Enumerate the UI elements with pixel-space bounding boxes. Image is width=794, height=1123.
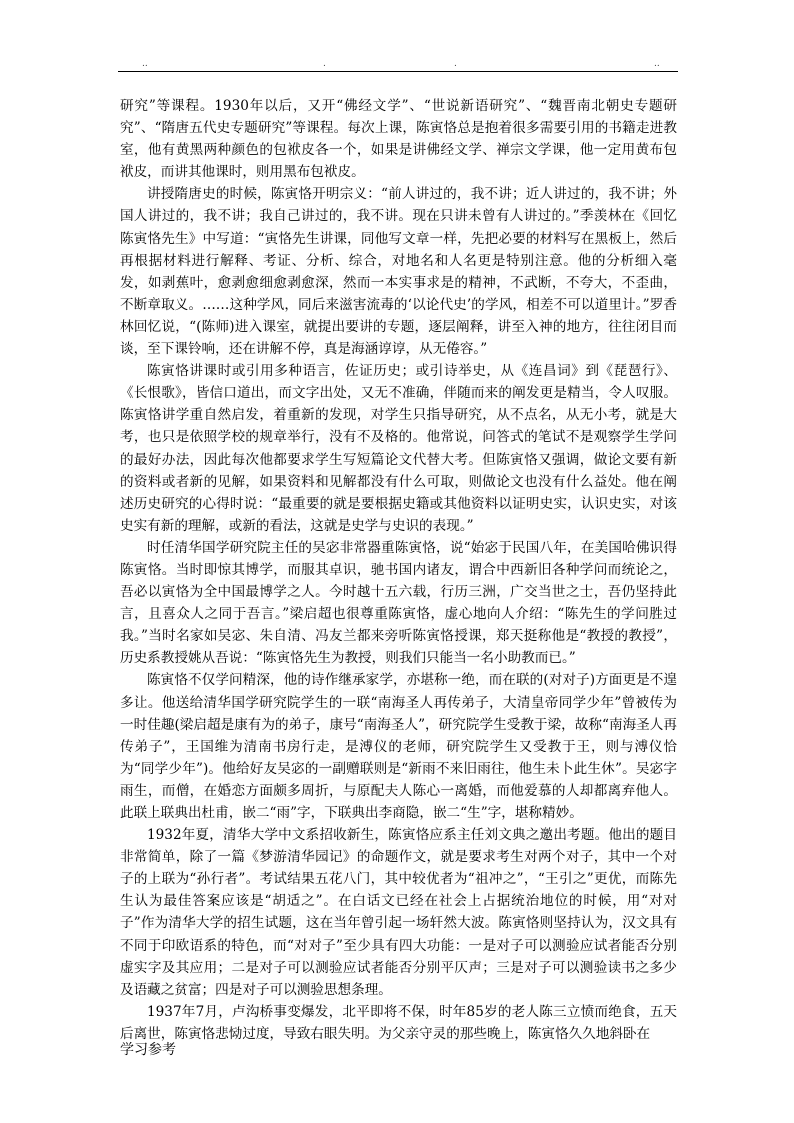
header-mark: .	[323, 59, 326, 69]
header-mark: ..	[654, 59, 660, 69]
footer-label: 学习参考	[120, 1042, 176, 1058]
paragraph: 研究”等课程。1930年以后，又开“佛经文学”、“世说新语研究”、“魏晋南北朝史专题研究”、“隋唐五代史专题研究”等课程。每次上课，陈寅恪总是抱着很多需要引用的书籍走进教室，他有黄黑两种颜色的包袱皮各一个，如果是讲佛经文学、禅宗文学课，他一定用黄布包袱皮，而讲其他课时，则用黑布包袱皮。	[120, 98, 677, 181]
header-rule	[118, 71, 678, 72]
header-mark: .	[454, 59, 457, 69]
paragraph: 讲授隋唐史的时候，陈寅恪开明宗义：“前人讲过的，我不讲；近人讲过的，我不讲；外国人讲过的，我不讲；我自己讲过的，我不讲。现在只讲未曾有人讲过的。”季羡林在《回忆陈寅恪先生》中写道：“寅恪先生讲课，同他写文章一样，先把必要的材料写在黑板上，然后再根据材料进行解释、考证、分析、综合，对地名和人名更是特别注意。他的分析细入毫发，如剥蕉叶，愈剥愈细愈剥愈深，然而一本实事求是的精神，不武断，不夸大，不歪曲，不断章取义。……这种学风，同后来滋害流毒的‘以论代史’的学风，相差不可以道里计。”罗香林回忆说，“(陈师)进入课室，就提出要讲的专题，逐层阐释，讲至入神的地方，往往闭目而谈，至下课铃响，还在讲解不停，真是海涵谆谆，从无倦容。”	[120, 186, 677, 358]
paragraph: 陈寅恪讲课时或引用多种语言，佐证历史；或引诗举史，从《连昌词》到《琵琶行》、《长恨歌》，皆信口道出，而文字出处，又无不准确，伴随而来的阐发更是精当，令人叹服。陈寅恪讲学重自然启发，着重新的发现，对学生只指导研究，从不点名，从无小考，就是大考，也只是依照学校的规章举行，没有不及格的。他常说，问答式的笔试不是观察学生学问的最好办法，因此每次他都要求学生写短篇论文代替大考。但陈寅恪又强调，做论文要有新的资料或者新的见解，如果资料和见解都没有什么可取，则做论文也没有什么益处。他在阐述历史研究的心得时说：“最重要的就是要根据史籍或其他资料以证明史实，认识史实，对该史实有新的理解，或新的看法，这就是史学与史识的表现。”	[120, 363, 677, 534]
document-body	[120, 95, 677, 1045]
paragraph: 1932年夏，清华大学中文系招收新生，陈寅恪应系主任刘文典之邀出考题。他出的题目非常简单，除了一篇《梦游清华园记》的命题作文，就是要求考生对两个对子，其中一个对子的上联为“孙行者”。考试结果五花八门，其中较优者为“祖冲之”，“王引之”更优，而陈先生认为最佳答案应该是“胡适之”。在白话文已经在社会上占据统治地位的时候，用“对对子”作为清华大学的招生试题，这在当年曾引起一场轩然大波。陈寅恪则坚持认为，汉文具有不同于印欧语系的特色，而“对对子”至少具有四大功能：一是对子可以测验应试者能否分别虚实字及其应用；二是对子可以测验应试者能否分别平仄声；三是对子可以测验读书之多少及语藏之贫富；四是对子可以测验思想条理。	[120, 827, 677, 998]
paragraph: 时任清华国学研究院主任的吴宓非常器重陈寅恪，说“始宓于民国八年，在美国哈佛识得陈寅恪。当时即惊其博学，而服其卓识，驰书国内诸友，谓合中西新旧各种学问而统论之，吾必以寅恪为全中国最博学之人。今时越十五六载，行历三洲，广交当世之士，吾仍坚持此言，且喜众人之同于吾言。”梁启超也很尊重陈寅恪，虚心地向人介绍：“陈先生的学问胜过我。”当时名家如吴宓、朱自清、冯友兰都来旁听陈寅恪授课，郑天挺称他是“教授的教授”，历史系教授姚从吾说：“陈寅恪先生为教授，则我们只能当一名小助教而已。”	[120, 539, 677, 667]
header-mark: ..	[142, 59, 148, 69]
paragraph: 1937年7月，卢沟桥事变爆发，北平即将不保，时年85岁的老人陈三立愤而绝食，五天后离世，陈寅恪悲恸过度，导致右眼失明。为父亲守灵的那些晚上，陈寅恪久久地斜卧在	[120, 1003, 677, 1042]
paragraph: 陈寅恪不仅学问精深，他的诗作继承家学，亦堪称一绝，而在联的(对对子)方面更是不遑多让。他送给清华国学研究院学生的一联“南海圣人再传弟子，大清皇帝同学少年”曾被传为一时佳趣(梁启超是康有为的弟子，康号“南海圣人”，研究院学生受教于梁，故称“南海圣人再传弟子”，王国维为清南书房行走，是溥仪的老师，研究院学生又受教于王，则与溥仪恰为“同学少年”)。他给好友吴宓的一副赠联则是“新雨不来旧雨往，他生未卜此生休”。吴宓字雨生，而僧，在婚恋方面颇多周折，与原配夫人陈心一离婚，而他爱慕的人却都离弃他人。此联上联典出杜甫，嵌二“雨”字，下联典出李商隐，嵌二“生”字，堪称精妙。	[120, 672, 677, 821]
header-marks	[118, 58, 678, 70]
